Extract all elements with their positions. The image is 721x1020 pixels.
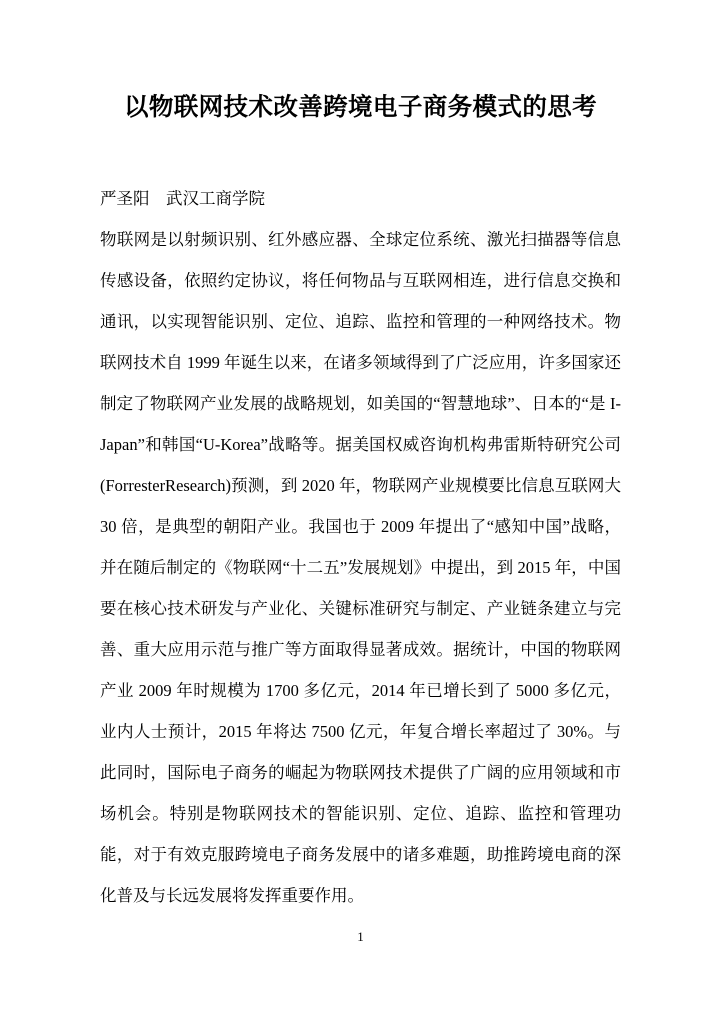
document-content [100,0,621,916]
page-number: 1 [357,929,364,944]
page-title-text: 以物联网技术改善跨境电子商务模式的思考 [123,94,598,121]
page-title [100,0,621,130]
body-paragraph: 物联网是以射频识别、红外感应器、全球定位系统、激光扫描器等信息传感设备，依照约定协议，将任何物品与互联网相连，进行信息交换和通讯，以实现智能识别、定位、追踪、监控和管理的一种网络技术。物联网技术自 1999 年诞生以来，在诸多领域得到了广泛应用，许多国家还制定了物联网产业发展的战略规划，如美国的“智慧地球”、日本的“是 I-Japan”和韩国“U-Korea”战略等。据美国权威咨询机构弗雷斯特研究公司(ForresterResearch)预测，到 2020 年，物联网产业规模要比信息互联网大 30 倍，是典型的朝阳产业。我国也于 2009 年提出了“感知中国”战略，并在随后制定的《物联网“十二五”发展规划》中提出，到 2015 年，中国要在核心技术研发与产业化、关键标准研究与制定、产业链条建立与完善、重大应用示范与推广等方面取得显著成效。据统计，中国的物联网产业 2009 年时规模为 1700 多亿元，2014 年已增长到了 5000 多亿元，业内人士预计，2015 年将达 7500 亿元，年复合增长率超过了 30%。与此同时，国际电子商务的崛起为物联网技术提供了广阔的应用领域和市场机会。特别是物联网技术的智能识别、定位、追踪、监控和管理功能，对于有效克服跨境电子商务发展中的诸多难题，助推跨境电商的深化普及与长远发展将发挥重要作用。 [100,230,621,905]
author-byline: 严圣阳 武汉工商学院 [100,189,265,208]
